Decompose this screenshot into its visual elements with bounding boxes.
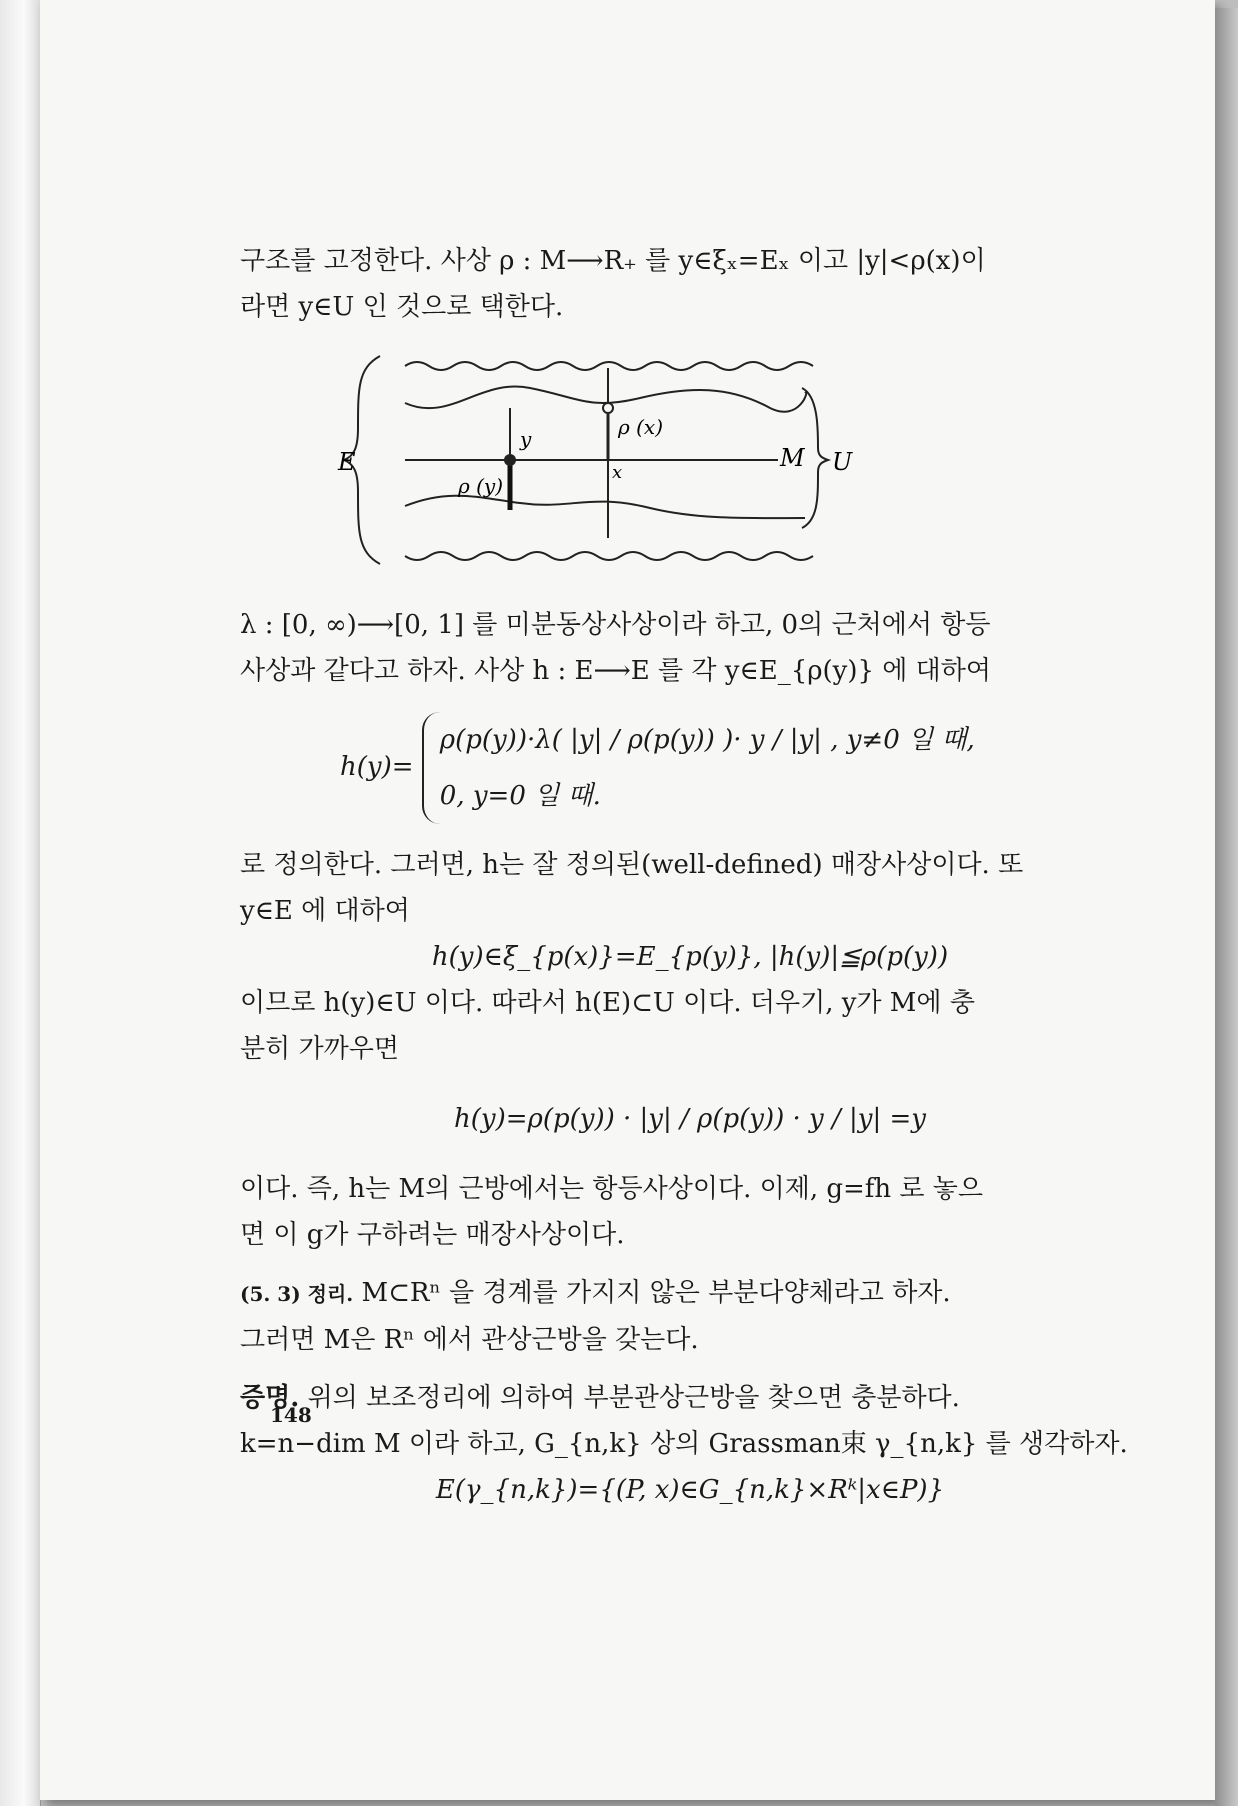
equation-grassman-bundle: E(γ_{n,k})={(P, x)∈G_{n,k}×Rᵏ|x∈P)} <box>435 1475 945 1505</box>
figure-label-rho-x: ρ (x) <box>618 415 663 439</box>
theorem-text: M⊂Rⁿ 을 경계를 가지지 않은 부분다양체라고 하자. <box>361 1278 951 1308</box>
paragraph-line: 면 이 g가 구하려는 매장사상이다. <box>240 1220 625 1250</box>
equation-h-definition <box>340 712 1140 824</box>
proof-text: 위의 보조정리에 의하여 부분관상근방을 찾으면 충분하다. <box>307 1383 960 1413</box>
figure-label-E: E <box>338 448 356 476</box>
figure-label-M: M <box>780 444 805 472</box>
figure-label-x: x <box>612 462 623 483</box>
paragraph-line: 분히 가까우면 <box>240 1034 399 1064</box>
figure-tubular-neighborhood <box>330 348 890 588</box>
paragraph-line: 이므로 h(y)∈U 이다. 따라서 h(E)⊂U 이다. 더우기, y가 M에 충 <box>240 988 975 1018</box>
theorem-label: (5. 3) 정리. <box>240 1282 354 1306</box>
figure-label-rho-y: ρ (y) <box>458 474 504 498</box>
paragraph-line: y∈E 에 대하여 <box>240 896 410 926</box>
figure-label-y: y <box>520 427 532 451</box>
proof-line-2: k=n−dim M 이라 하고, G_{n,k} 상의 Grassman束 γ_{n,k} 를 생각하자. <box>240 1429 1128 1459</box>
paragraph-line: λ : [0, ∞)⟶[0, 1] 를 미분동상사상이라 하고, 0의 근처에서 항등 <box>240 610 991 640</box>
theorem-line <box>240 1270 1140 1317</box>
proof-line <box>240 1375 1140 1421</box>
figure-label-U: U <box>832 448 853 476</box>
paragraph-line: 로 정의한다. 그러면, h는 잘 정의된(well-defined) 매장사상이다. 또 <box>240 850 1024 880</box>
book-spine-edge <box>0 0 41 1806</box>
equation-case-2: 0, y=0 일 때. <box>439 781 601 811</box>
theorem-line-2: 그러면 M은 Rⁿ 에서 관상근방을 갖는다. <box>240 1325 699 1355</box>
paragraph-line: 라면 y∈U 인 것으로 택한다. <box>240 292 564 322</box>
paragraph-line: 구조를 고정한다. 사상 ρ : M⟶R₊ 를 y∈ξₓ=Eₓ 이고 |y|<ρ(x)이 <box>240 246 986 276</box>
figure-svg <box>330 348 890 588</box>
equation-cases <box>422 712 975 824</box>
paragraph-line: 사상과 같다고 하자. 사상 h : E⟶E 를 각 y∈E_{ρ(y)} 에 대하여 <box>240 656 992 686</box>
page-shadow <box>1215 8 1238 1806</box>
equation-case-1: ρ(p(y))·λ( |y| / ρ(p(y)) )· y / |y| , y≠0 일 때, <box>439 725 975 755</box>
proof-label: 증명. <box>240 1383 300 1413</box>
page-number: 148 <box>270 1403 312 1427</box>
equation-lhs: h(y)= <box>340 752 414 782</box>
equation-h-identity: h(y)=ρ(p(y)) · |y| / ρ(p(y)) · y / |y| =y <box>454 1104 926 1134</box>
page-content <box>240 238 1140 1513</box>
paragraph-line: 이다. 즉, h는 M의 근방에서는 항등사상이다. 이제, g=fh 로 놓으 <box>240 1174 984 1204</box>
equation-h-in-fiber: h(y)∈ξ_{p(x)}=E_{p(y)}, |h(y)|≦ρ(p(y)) <box>431 942 949 972</box>
